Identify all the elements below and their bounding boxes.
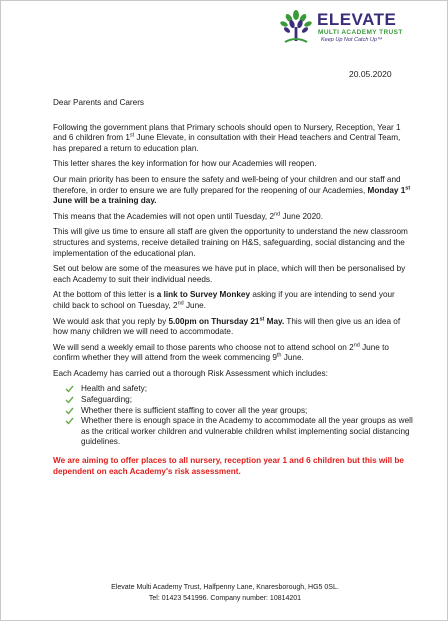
list-item (65, 406, 413, 417)
paragraph-intro (53, 123, 413, 155)
text-run: 5.00pm on Thursday 21 (168, 316, 260, 326)
text-run: At the bottom of this letter is (53, 290, 157, 300)
text-run: We would ask that you reply by (53, 316, 169, 326)
logo-name: ELEVATE (317, 10, 397, 29)
text-run: June 2020. (280, 211, 323, 221)
superscript: nd (274, 211, 281, 218)
logo-tagline: Keep Up Not Catch Up™ (321, 37, 383, 43)
letter-body (53, 98, 413, 482)
paragraph-purpose: This letter shares the key information for how our Academies will reopen. (53, 159, 317, 169)
list-item (65, 395, 413, 406)
list-item-text: Health and safety; (81, 384, 147, 394)
list-item (65, 416, 413, 448)
superscript: st (259, 315, 265, 322)
paragraph-deadline (53, 317, 413, 338)
text-run: Our main priority has been to ensure the safety and well-being of your children and our staff and therefore, in order to ensure we are fully prepared for the reopening of our Academies, (53, 174, 401, 195)
check-icon (65, 407, 74, 415)
paragraph-measures: Set out below are some of the measures we have put in place, which will then be personalised by each Academy to suit their individual needs. (53, 264, 406, 284)
text-run: We will send a weekly email to those parents who choose not to attend school on 2 (53, 342, 354, 352)
text-run: June. (281, 353, 304, 363)
paragraph-weekly-email (53, 343, 413, 364)
footer-address: Elevate Multi Academy Trust, Halfpenny Lane, Knaresborough, HG5 0SL. (111, 584, 339, 591)
risk-assessment-list (53, 384, 413, 448)
list-item-text: Whether there is enough space in the Academy to accommodate all the year groups as well as the critical worker children and vulnerable children whilst implementing social distancing guidelines. (81, 416, 413, 447)
superscript: st (405, 184, 411, 191)
text-run: This means that the Academies will not open until Tuesday, 2 (53, 211, 275, 221)
list-item-text: Safeguarding; (81, 395, 132, 405)
list-item (65, 384, 413, 395)
closing-statement: We are aiming to offer places to all nursery, reception year 1 and 6 children but this will be dependent on each Academy's risk assessment. (53, 456, 404, 476)
superscript: nd (353, 341, 360, 348)
paragraph-risk-assessment: Each Academy has carried out a thorough Risk Assessment which includes: (53, 368, 328, 378)
text-run: June. (183, 300, 206, 310)
elevate-logo (277, 9, 437, 47)
paragraph-survey (53, 290, 413, 311)
footer-contact: Tel: 01423 541996. Company number: 10814201 (148, 595, 302, 602)
survey-link-text: a link to Survey Monkey (156, 290, 251, 300)
paragraph-priority (53, 175, 413, 207)
text-run: June Elevate, in consultation with their Head teachers and Central Team, has prepared a return to education plan. (53, 133, 401, 153)
check-icon (65, 396, 74, 404)
deadline-emphasis (168, 317, 284, 326)
letter-date: 20.05.2020 (349, 69, 392, 79)
check-icon (65, 417, 74, 425)
letter-footer (1, 582, 448, 604)
superscript: st (129, 132, 135, 139)
text-run: May. (264, 316, 285, 326)
superscript: th (276, 352, 282, 359)
text-run: June to confirm whether they will attend from the week commencing 9 (53, 342, 389, 363)
list-item-text: Whether there is sufficient staffing to cover all the year groups; (81, 405, 308, 415)
paragraph-opening-date (53, 212, 413, 223)
text-run: This will then give us an idea of how many children we will need to accommodate. (53, 316, 401, 337)
paragraph-staff-training: This will give us time to ensure all staff are given the opportunity to understand the new classroom structures and systems, receive detailed training on H&S, safeguarding, social distancing and the implementation of the educational plan. (53, 227, 408, 258)
salutation: Dear Parents and Carers (53, 98, 145, 107)
text-run: June will be a training day. (53, 196, 157, 206)
logo-subtitle: MULTI ACADEMY TRUST (318, 29, 403, 36)
tree-logo-icon (277, 9, 315, 45)
text-run: Following the government plans that Primary schools should open to Nursery, Reception, Year 1 and 6 children from 1 (53, 122, 401, 143)
text-run: asking if you are intending to send your child back to school on Tuesday, 2 (53, 290, 395, 310)
check-icon (65, 385, 74, 393)
superscript: nd (177, 300, 184, 307)
text-run: Monday 1 (367, 185, 406, 195)
